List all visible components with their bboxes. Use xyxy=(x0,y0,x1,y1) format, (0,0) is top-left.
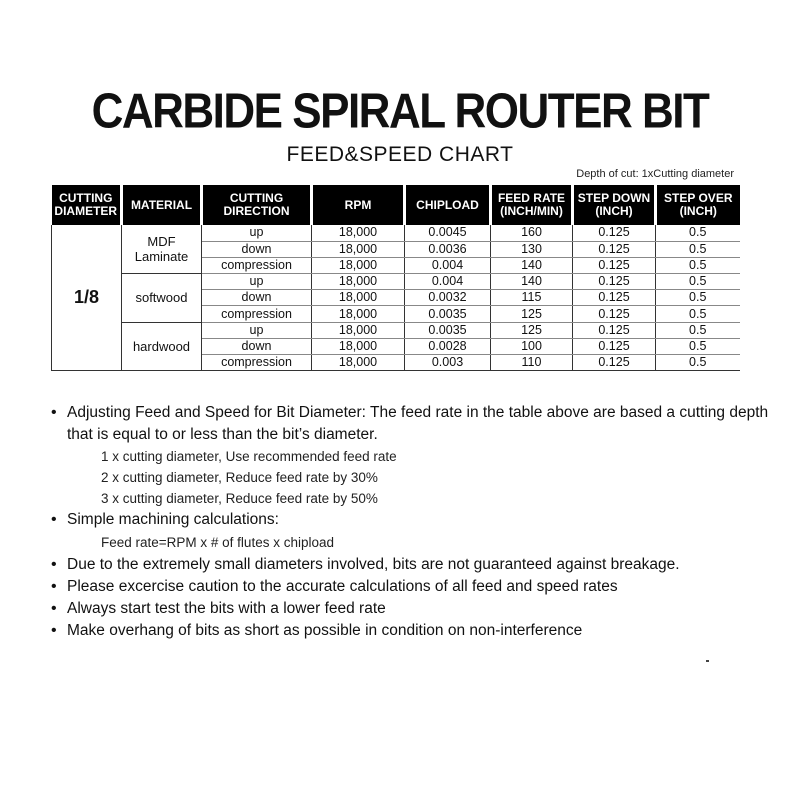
bullet-icon: • xyxy=(51,556,57,573)
rpm-cell: 18,000 xyxy=(312,290,405,306)
note-text: Simple machining calculations: xyxy=(67,511,279,528)
direction-cell: up xyxy=(202,225,312,241)
chipload-cell: 0.0035 xyxy=(405,322,491,338)
column-header: CUTTING DIRECTION xyxy=(202,185,312,225)
step-over-cell: 0.5 xyxy=(656,225,740,241)
direction-cell: down xyxy=(202,338,312,354)
note-test-lower-feed xyxy=(50,598,770,620)
feed-rate-cell: 115 xyxy=(491,290,573,306)
chipload-cell: 0.0028 xyxy=(405,338,491,354)
step-down-cell: 0.125 xyxy=(573,322,656,338)
step-over-cell: 0.5 xyxy=(656,257,740,273)
chipload-cell: 0.003 xyxy=(405,355,491,371)
bullet-icon: • xyxy=(51,600,57,617)
direction-cell: compression xyxy=(202,257,312,273)
step-over-cell: 0.5 xyxy=(656,355,740,371)
rpm-cell: 18,000 xyxy=(312,241,405,257)
stray-mark xyxy=(706,660,709,662)
cutting-diameter-cell: 1/8 xyxy=(52,225,122,371)
column-header: CHIPLOAD xyxy=(405,185,491,225)
table-row xyxy=(52,225,740,241)
rpm-cell: 18,000 xyxy=(312,322,405,338)
feed-rate-cell: 125 xyxy=(491,306,573,322)
direction-cell: down xyxy=(202,241,312,257)
column-header: STEP DOWN (INCH) xyxy=(573,185,656,225)
direction-cell: down xyxy=(202,290,312,306)
note-text: Always start test the bits with a lower feed rate xyxy=(67,600,386,617)
feed-rate-cell: 125 xyxy=(491,322,573,338)
material-cell: softwood xyxy=(122,274,202,323)
chipload-cell: 0.0045 xyxy=(405,225,491,241)
feed-rate-formula: Feed rate=RPM x # of flutes x chipload xyxy=(101,535,334,550)
table-row xyxy=(52,274,740,290)
table-row xyxy=(52,322,740,338)
direction-cell: compression xyxy=(202,306,312,322)
step-down-cell: 0.125 xyxy=(573,355,656,371)
feed-rate-cell: 110 xyxy=(491,355,573,371)
step-down-cell: 0.125 xyxy=(573,225,656,241)
feed-speed-table xyxy=(51,185,740,371)
column-header: FEED RATE (INCH/MIN) xyxy=(491,185,573,225)
note-sub-item: 3 x cutting diameter, Reduce feed rate by 50% xyxy=(101,491,378,506)
column-header: CUTTING DIAMETER xyxy=(52,185,122,225)
step-over-cell: 0.5 xyxy=(656,274,740,290)
step-down-cell: 0.125 xyxy=(573,241,656,257)
column-header: STEP OVER (INCH) xyxy=(656,185,740,225)
direction-cell: up xyxy=(202,274,312,290)
note-text: Adjusting Feed and Speed for Bit Diameter: The feed rate in the table above are based a cutting depth that is equal to or less than the bit’s diameter. xyxy=(67,404,769,443)
note-text: Due to the extremely small diameters involved, bits are not guaranteed against breakage. xyxy=(67,556,680,573)
direction-cell: compression xyxy=(202,355,312,371)
step-over-cell: 0.5 xyxy=(656,241,740,257)
step-down-cell: 0.125 xyxy=(573,306,656,322)
note-breakage xyxy=(50,554,770,576)
rpm-cell: 18,000 xyxy=(312,274,405,290)
feed-rate-cell: 130 xyxy=(491,241,573,257)
step-down-cell: 0.125 xyxy=(573,274,656,290)
chipload-cell: 0.0036 xyxy=(405,241,491,257)
feed-rate-cell: 160 xyxy=(491,225,573,241)
note-sub-item: 1 x cutting diameter, Use recommended feed rate xyxy=(101,449,397,464)
table-body xyxy=(52,225,740,371)
note-text: Make overhang of bits as short as possible in condition on non-interference xyxy=(67,622,583,639)
notes-section xyxy=(50,402,770,642)
step-down-cell: 0.125 xyxy=(573,290,656,306)
column-header: RPM xyxy=(312,185,405,225)
step-over-cell: 0.5 xyxy=(656,338,740,354)
bullet-icon: • xyxy=(51,404,57,421)
chipload-cell: 0.004 xyxy=(405,274,491,290)
chipload-cell: 0.0032 xyxy=(405,290,491,306)
rpm-cell: 18,000 xyxy=(312,306,405,322)
table-header-row xyxy=(52,185,740,225)
page-subtitle: FEED&SPEED CHART xyxy=(286,143,514,166)
note-sub-item: 2 x cutting diameter, Reduce feed rate by 30% xyxy=(101,470,378,485)
rpm-cell: 18,000 xyxy=(312,355,405,371)
step-over-cell: 0.5 xyxy=(656,290,740,306)
bullet-icon: • xyxy=(51,511,57,528)
step-down-cell: 0.125 xyxy=(573,257,656,273)
feed-rate-cell: 100 xyxy=(491,338,573,354)
bullet-icon: • xyxy=(51,622,57,639)
note-calculations xyxy=(50,509,770,531)
rpm-cell: 18,000 xyxy=(312,257,405,273)
step-over-cell: 0.5 xyxy=(656,322,740,338)
chipload-cell: 0.004 xyxy=(405,257,491,273)
direction-cell: up xyxy=(202,322,312,338)
material-cell: hardwood xyxy=(122,322,202,371)
depth-note: Depth of cut: 1xCutting diameter xyxy=(576,168,734,180)
feed-rate-cell: 140 xyxy=(491,257,573,273)
column-header: MATERIAL xyxy=(122,185,202,225)
rpm-cell: 18,000 xyxy=(312,225,405,241)
rpm-cell: 18,000 xyxy=(312,338,405,354)
note-caution xyxy=(50,576,770,598)
material-cell: MDF Laminate xyxy=(122,225,202,274)
step-over-cell: 0.5 xyxy=(656,306,740,322)
step-down-cell: 0.125 xyxy=(573,338,656,354)
note-text: Please excercise caution to the accurate calculations of all feed and speed rates xyxy=(67,578,618,595)
note-overhang xyxy=(50,620,770,642)
bullet-icon: • xyxy=(51,578,57,595)
page-title: CARBIDE SPIRAL ROUTER BIT xyxy=(91,84,709,139)
feed-rate-cell: 140 xyxy=(491,274,573,290)
chipload-cell: 0.0035 xyxy=(405,306,491,322)
note-adjust-feed xyxy=(50,402,770,446)
